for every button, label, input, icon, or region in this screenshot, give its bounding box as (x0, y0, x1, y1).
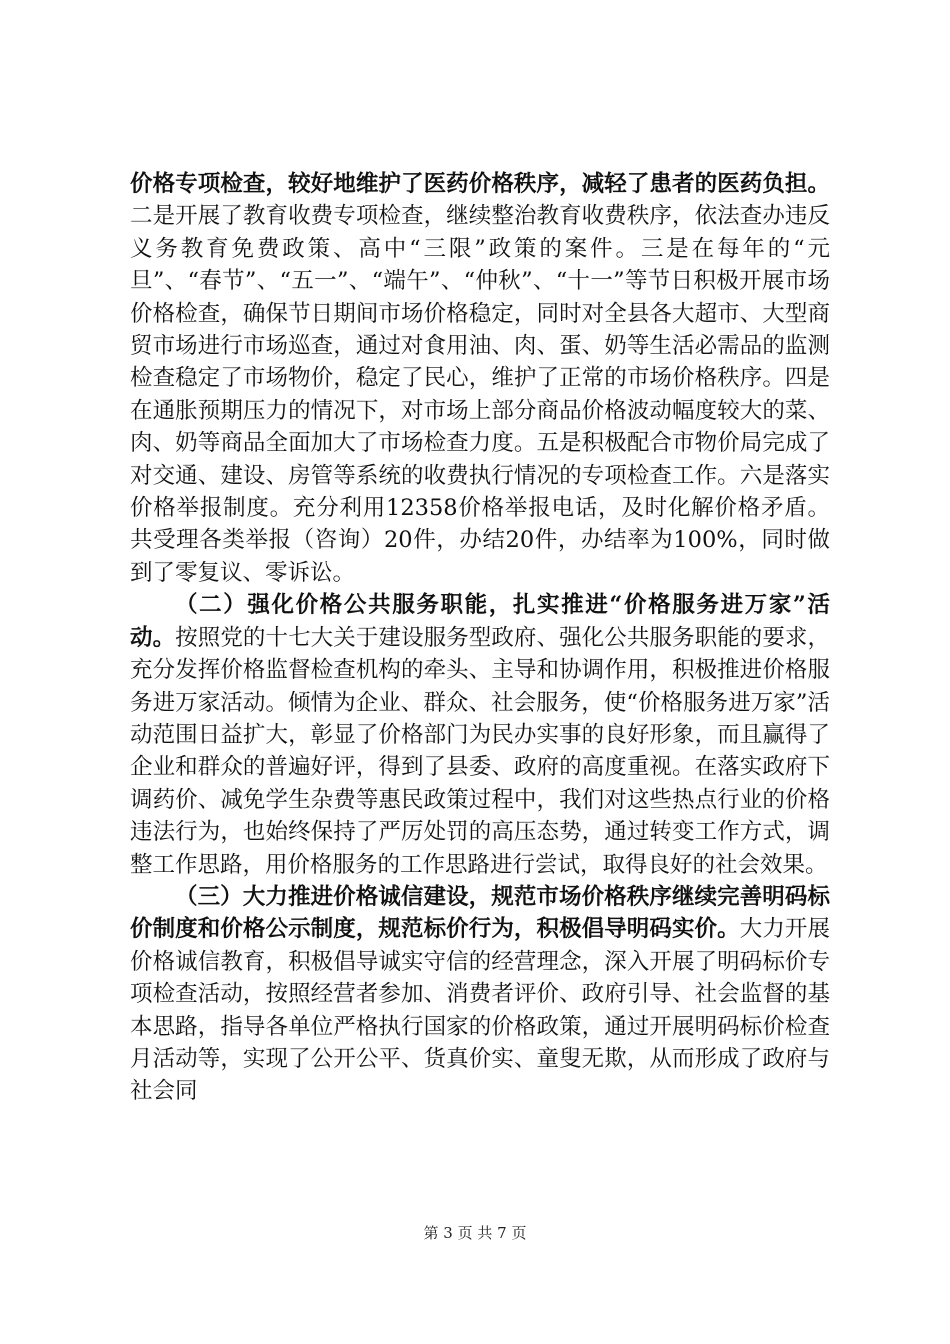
paragraph-heading: （三）大力推进价格诚信建设，规范市场价格秩序继续完善明码标价制度和价格公示制度，规范标价行为，积极倡导明码实价。 (130, 883, 830, 943)
paragraph-body: 二是开展了教育收费专项检查，继续整治教育收费秩序，依法查办违反义务教育免费政策、高中“三限”政策的案件。三是在每年的“元旦”、“春节”、“五一”、“端午”、“仲秋”、“十一”等节日积极开展市场价格检查，确保节日期间市场价格稳定，同时对全县各大超市、大型商贸市场进行市场巡查，通过对食用油、肉、蛋、奶等生活必需品的监测检查稳定了市场物价，稳定了民心，维护了正常的市场价格秩序。四是在通胀预期压力的情况下，对市场上部分商品价格波动幅度较大的菜、肉、奶等商品全面加大了市场检查力度。五是积极配合市物价局完成了对交通、建设、房管等系统的收费执行情况的专项检查工作。六是落实价格举报制度。充分利用12358价格举报电话，及时化解价格矛盾。共受理各类举报（咨询）20件，办结20件，办结率为100%，同时做到了零复议、零诉讼。 (130, 203, 830, 586)
paragraph-body: 按照党的十七大关于建设服务型政府、强化公共服务职能的要求，充分发挥价格监督检查机构的牵头、主导和协调作用，积极推进价格服务进万家活动。倾情为企业、群众、社会服务，使“价格服务进万家”活动范围日益扩大，彰显了价格部门为民办实事的良好形象，而且赢得了企业和群众的普遍好评，得到了县委、政府的高度重视。在落实政府下调药价、减免学生杂费等惠民政策过程中，我们对这些热点行业的价格违法行为，也始终保持了严厉处罚的高压态势，通过转变工作方式，调整工作思路，用价格服务的工作思路进行尝试，取得良好的社会效果。 (130, 624, 830, 878)
paragraph-public-service (130, 589, 830, 881)
document-body (130, 168, 830, 1108)
paragraph-lead: 价格专项检查，较好地维护了医药价格秩序，减轻了患者的医药负担。 (130, 171, 830, 197)
paragraph-heading: （二）强化价格公共服务职能，扎实推进“价格服务进万家”活动。 (130, 592, 830, 651)
page-number-footer: 第 3 页 共 7 页 (423, 1224, 527, 1242)
paragraph-medicine-price-check (130, 168, 830, 589)
paragraph-price-integrity (130, 881, 830, 1108)
paragraph-body: 大力开展价格诚信教育，积极倡导诚实守信的经营理念，深入开展了明码标价专项检查活动，按照经营者参加、消费者评价、政府引导、社会监督的基本思路，指导各单位严格执行国家的价格政策，通过开展明码标价检查月活动等，实现了公开公平、货真价实、童叟无欺，从而形成了政府与社会同 (130, 916, 830, 1105)
